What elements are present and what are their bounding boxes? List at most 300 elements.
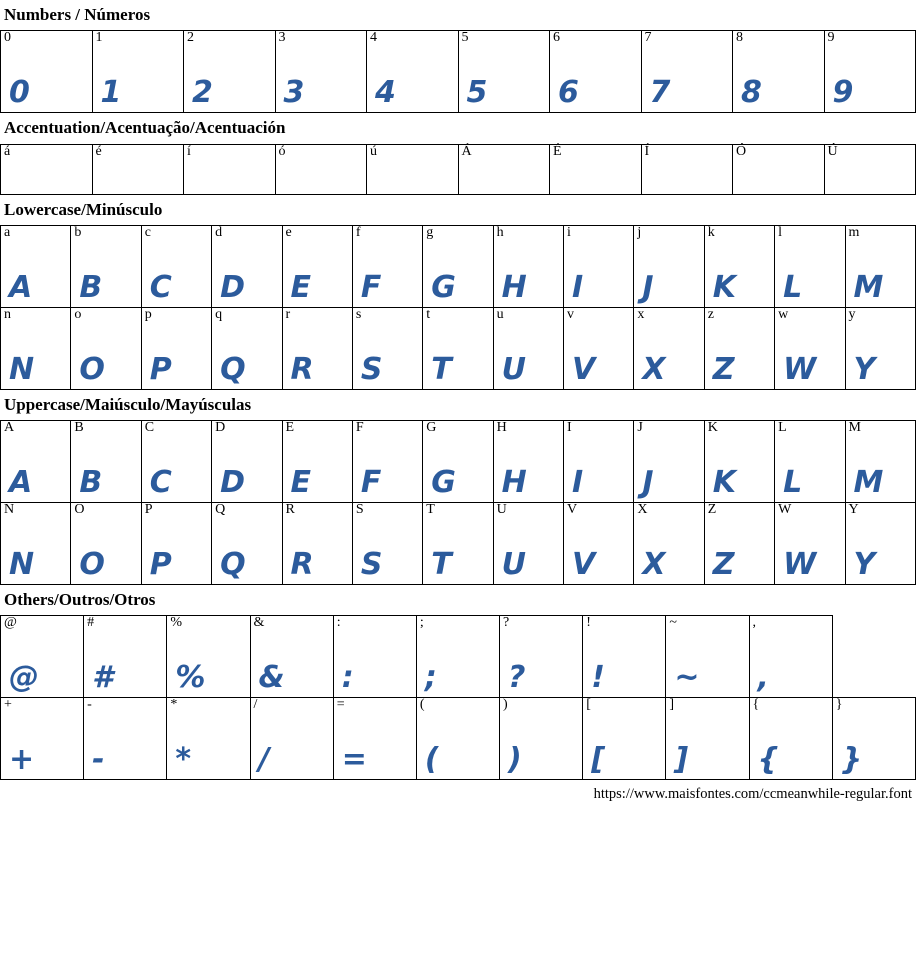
glyph-cell-inner	[251, 698, 333, 779]
glyph-table-numbers	[0, 30, 916, 113]
glyph-label: ;	[419, 615, 424, 631]
glyph-cell[interactable]	[333, 616, 416, 698]
glyph-cell[interactable]	[634, 421, 704, 503]
glyph-cell[interactable]	[250, 616, 333, 698]
glyph-label: e	[285, 224, 292, 240]
glyph-cell[interactable]	[832, 698, 915, 780]
glyph-label: &	[253, 615, 265, 631]
glyph-cell[interactable]	[141, 503, 211, 585]
glyph-cell-inner	[283, 226, 352, 307]
glyph-label: F	[355, 420, 364, 435]
glyph-label: v	[567, 306, 574, 322]
glyph-cell[interactable]	[641, 144, 733, 194]
glyph-row	[1, 31, 916, 113]
glyph-cell-inner	[846, 503, 916, 584]
glyph-cell[interactable]	[141, 307, 211, 389]
glyph-row	[1, 421, 916, 503]
glyph-cell-inner	[276, 145, 367, 194]
glyph-label: B	[74, 420, 84, 435]
glyph-cell-inner	[634, 503, 703, 584]
glyph-cell-inner	[71, 308, 140, 389]
glyph-label: u	[496, 306, 504, 322]
glyph-cell[interactable]	[824, 31, 916, 113]
glyph-sample: R	[290, 351, 314, 387]
glyph-label: 3	[278, 30, 286, 46]
glyph-cell[interactable]	[1, 616, 84, 698]
glyph-sample: [	[591, 742, 605, 778]
glyph-label: g	[426, 224, 434, 240]
glyph-cell-inner	[564, 421, 633, 502]
glyph-cell-inner	[71, 421, 140, 502]
glyph-label: q	[215, 306, 223, 322]
glyph-cell-inner	[634, 226, 703, 307]
glyph-cell-inner	[564, 226, 633, 307]
glyph-cell[interactable]	[416, 616, 499, 698]
glyph-cell[interactable]	[704, 503, 774, 585]
glyph-cell[interactable]	[704, 421, 774, 503]
glyph-cell-inner	[417, 616, 499, 697]
glyph-cell[interactable]	[564, 307, 634, 389]
glyph-cell[interactable]	[367, 31, 459, 113]
glyph-cell-inner	[564, 503, 633, 584]
glyph-label: U	[496, 502, 507, 517]
glyph-sample: V	[572, 547, 596, 582]
glyph-table-accentuation	[0, 144, 916, 195]
glyph-cell-inner	[642, 145, 733, 194]
glyph-sample: C	[149, 465, 172, 500]
glyph-label: T	[426, 502, 435, 517]
glyph-cell-inner	[775, 421, 844, 502]
glyph-cell[interactable]	[775, 307, 845, 389]
glyph-cell[interactable]	[423, 307, 493, 389]
glyph-label: L	[778, 420, 787, 435]
glyph-sample: *	[175, 742, 192, 778]
glyph-cell[interactable]	[733, 144, 825, 194]
glyph-cell[interactable]	[92, 144, 184, 194]
glyph-label: b	[74, 224, 82, 240]
glyph-label: x	[637, 306, 645, 322]
glyph-cell-inner	[825, 31, 916, 112]
glyph-cell[interactable]	[493, 225, 563, 307]
glyph-label: 6	[553, 30, 560, 46]
glyph-cell[interactable]	[416, 698, 499, 780]
glyph-cell[interactable]	[1, 307, 71, 389]
glyph-sample: X	[642, 547, 666, 582]
glyph-row	[1, 698, 916, 780]
glyph-cell-inner	[353, 226, 422, 307]
glyph-label: G	[426, 420, 437, 435]
glyph-cell[interactable]	[141, 225, 211, 307]
glyph-cell-inner	[564, 308, 633, 389]
glyph-sample: I	[572, 465, 584, 500]
glyph-sample: P	[149, 351, 172, 387]
glyph-cell-inner	[417, 698, 499, 779]
glyph-label: o	[74, 306, 82, 322]
glyph-cell[interactable]	[493, 307, 563, 389]
glyph-cell[interactable]	[282, 503, 352, 585]
glyph-sample: )	[508, 742, 522, 778]
glyph-cell[interactable]	[704, 225, 774, 307]
glyph-label: f	[355, 224, 361, 240]
glyph-cell-inner	[142, 421, 211, 502]
glyph-cell[interactable]	[634, 307, 704, 389]
glyph-label: 5	[461, 30, 469, 46]
glyph-cell-inner	[775, 503, 844, 584]
glyph-label: #	[87, 615, 95, 631]
glyph-sample: &	[258, 660, 285, 696]
glyph-cell-inner	[1, 226, 70, 307]
glyph-label: l	[778, 224, 783, 240]
glyph-cell[interactable]	[641, 31, 733, 113]
glyph-cell-inner	[353, 503, 422, 584]
glyph-cell[interactable]	[212, 503, 282, 585]
glyph-sample: K	[712, 465, 736, 500]
glyph-cell[interactable]	[282, 421, 352, 503]
glyph-cell-inner	[367, 145, 458, 194]
glyph-cell[interactable]	[634, 225, 704, 307]
glyph-label: P	[144, 502, 153, 517]
glyph-sample: ;	[424, 660, 437, 696]
glyph-cell[interactable]	[704, 307, 774, 389]
glyph-cell-inner	[334, 698, 416, 779]
glyph-label: ]	[669, 697, 675, 713]
glyph-label: V	[567, 502, 578, 517]
glyph-label: 8	[736, 30, 743, 46]
glyph-label: É	[553, 143, 562, 159]
glyph-cell[interactable]	[500, 616, 583, 698]
glyph-cell[interactable]	[564, 503, 634, 585]
footer-url[interactable]: https://www.maisfontes.com/ccmeanwhile-regular.font	[593, 786, 912, 803]
glyph-cell[interactable]	[666, 698, 749, 780]
glyph-sample: E	[290, 465, 311, 500]
glyph-cell[interactable]	[71, 225, 141, 307]
glyph-label: 0	[4, 30, 11, 46]
glyph-label: i	[567, 224, 571, 240]
glyph-label: y	[848, 306, 856, 322]
glyph-sample: C	[149, 269, 172, 305]
glyph-sample: W	[783, 547, 817, 582]
glyph-cell[interactable]	[71, 503, 141, 585]
glyph-cell[interactable]	[583, 698, 666, 780]
glyph-cell-inner	[666, 616, 748, 697]
glyph-cell-inner	[367, 31, 458, 112]
glyph-cell-inner	[634, 421, 703, 502]
glyph-sample: #	[92, 660, 114, 696]
glyph-cell[interactable]	[84, 616, 167, 698]
glyph-cell-inner	[833, 698, 915, 779]
glyph-cell-inner	[1, 421, 70, 502]
glyph-cell[interactable]	[1, 421, 71, 503]
glyph-sample: ~	[674, 660, 700, 696]
glyph-cell[interactable]	[458, 31, 550, 113]
glyph-table-others	[0, 615, 916, 780]
glyph-label: Í	[644, 143, 650, 159]
glyph-cell[interactable]	[493, 503, 563, 585]
glyph-label: -	[87, 697, 92, 713]
glyph-cell-inner	[750, 698, 832, 779]
glyph-label: %	[170, 615, 183, 631]
glyph-sample: G	[431, 465, 456, 500]
glyph-label: a	[4, 224, 11, 240]
glyph-label: ú	[370, 143, 377, 159]
glyph-row	[1, 225, 916, 307]
glyph-label: z	[707, 306, 714, 322]
glyph-cell-inner	[550, 31, 641, 112]
glyph-cell[interactable]	[352, 225, 422, 307]
glyph-label: }	[835, 697, 843, 713]
glyph-cell-inner	[142, 503, 211, 584]
glyph-cell-inner	[283, 308, 352, 389]
glyph-label: Q	[215, 502, 226, 517]
glyph-sample: T	[431, 547, 452, 582]
glyph-sample: R	[290, 547, 314, 582]
glyph-cell[interactable]	[250, 698, 333, 780]
glyph-cell-inner	[846, 421, 916, 502]
glyph-cell[interactable]	[775, 421, 845, 503]
glyph-cell[interactable]	[367, 144, 459, 194]
glyph-cell-inner	[84, 616, 166, 697]
glyph-cell[interactable]	[423, 503, 493, 585]
glyph-label: k	[707, 224, 715, 240]
glyph-cell-inner	[423, 421, 492, 502]
glyph-cell-inner	[276, 31, 367, 112]
glyph-table-uppercase	[0, 420, 916, 585]
glyph-cell[interactable]	[1, 144, 93, 194]
glyph-cell[interactable]	[212, 225, 282, 307]
glyph-sample: T	[431, 351, 452, 387]
glyph-cell[interactable]	[458, 144, 550, 194]
glyph-label: *	[170, 697, 178, 713]
glyph-row	[1, 616, 916, 698]
glyph-cell-inner	[750, 616, 832, 697]
glyph-cell[interactable]	[167, 698, 250, 780]
glyph-sample: A	[9, 465, 33, 500]
glyph-sample: /	[258, 742, 270, 778]
glyph-cell[interactable]	[550, 144, 642, 194]
glyph-label: @	[4, 615, 17, 631]
glyph-cell[interactable]	[423, 421, 493, 503]
glyph-cell[interactable]	[71, 421, 141, 503]
glyph-sample: H	[501, 465, 527, 500]
section-title-numbers: Numbers / Números	[4, 5, 151, 24]
glyph-cell[interactable]	[282, 307, 352, 389]
glyph-cell[interactable]	[352, 307, 422, 389]
glyph-sample: }	[840, 742, 863, 778]
glyph-cell-inner	[212, 421, 281, 502]
glyph-label: {	[752, 697, 760, 713]
glyph-row	[1, 503, 916, 585]
glyph-cell[interactable]	[212, 307, 282, 389]
glyph-cell-inner	[1, 145, 92, 194]
glyph-cell[interactable]	[564, 225, 634, 307]
glyph-sample: B	[79, 465, 103, 500]
section-title-uppercase: Uppercase/Maiúsculo/Mayúsculas	[4, 394, 252, 414]
glyph-cell-inner	[1, 31, 92, 112]
glyph-sample: 3	[283, 75, 305, 111]
glyph-sample: B	[79, 269, 103, 305]
glyph-cell-inner	[1, 616, 83, 697]
glyph-cell[interactable]	[141, 421, 211, 503]
glyph-sample: =	[341, 742, 367, 778]
glyph-cell-inner	[353, 421, 422, 502]
glyph-label: 9	[827, 30, 835, 46]
glyph-cell[interactable]	[749, 698, 832, 780]
glyph-label: S	[355, 502, 364, 517]
glyph-cell[interactable]	[184, 31, 276, 113]
glyph-label: ~	[669, 615, 677, 631]
glyph-sample: D	[220, 465, 246, 500]
glyph-cell-inner	[142, 308, 211, 389]
glyph-cell[interactable]	[212, 421, 282, 503]
glyph-label: é	[95, 143, 102, 159]
glyph-sample: 7	[649, 75, 671, 111]
glyph-cell[interactable]	[92, 31, 184, 113]
glyph-sample: 1	[100, 75, 122, 111]
glyph-cell[interactable]	[634, 503, 704, 585]
glyph-cell[interactable]	[500, 698, 583, 780]
glyph-cell[interactable]	[275, 31, 367, 113]
glyph-cell-inner	[212, 503, 281, 584]
glyph-cell[interactable]	[564, 421, 634, 503]
glyph-label: 7	[644, 30, 652, 46]
glyph-cell-inner	[459, 31, 550, 112]
glyph-cell[interactable]	[845, 421, 916, 503]
glyph-sample: M	[853, 465, 884, 500]
glyph-cell[interactable]	[845, 225, 916, 307]
glyph-label: C	[144, 420, 155, 435]
glyph-label: ,	[752, 615, 757, 631]
glyph-cell[interactable]	[71, 307, 141, 389]
glyph-cell[interactable]	[749, 616, 832, 698]
glyph-cell[interactable]	[1, 698, 84, 780]
glyph-cell-inner	[1, 308, 70, 389]
glyph-cell-inner	[846, 226, 916, 307]
glyph-cell-inner	[212, 308, 281, 389]
glyph-cell-inner	[459, 145, 550, 194]
glyph-cell[interactable]	[824, 144, 916, 194]
glyph-cell-inner	[423, 226, 492, 307]
glyph-sample: M	[853, 269, 884, 305]
glyph-cell[interactable]	[352, 421, 422, 503]
glyph-cell-inner	[423, 308, 492, 389]
glyph-cell-inner	[93, 31, 184, 112]
glyph-sample: ?	[508, 660, 526, 696]
glyph-label: D	[215, 420, 226, 435]
glyph-cell[interactable]	[1, 225, 71, 307]
glyph-cell[interactable]	[423, 225, 493, 307]
glyph-cell-inner	[1, 503, 70, 584]
glyph-label: K	[707, 420, 718, 435]
glyph-cell[interactable]	[845, 307, 916, 389]
glyph-cell[interactable]	[333, 698, 416, 780]
glyph-cell-inner	[334, 616, 416, 697]
glyph-cell-inner	[500, 698, 582, 779]
glyph-cell-inner	[167, 698, 249, 779]
glyph-cell[interactable]	[733, 31, 825, 113]
glyph-label: Ó	[736, 143, 747, 159]
glyph-cell-inner	[494, 226, 563, 307]
glyph-label: 1	[95, 30, 103, 46]
glyph-cell[interactable]	[282, 225, 352, 307]
glyph-cell-inner	[1, 698, 83, 779]
glyph-cell[interactable]	[775, 225, 845, 307]
glyph-sample: Q	[220, 351, 246, 387]
glyph-sample: E	[290, 269, 311, 305]
glyph-cell[interactable]	[352, 503, 422, 585]
glyph-label: Ú	[827, 143, 838, 159]
glyph-sample: !	[591, 660, 605, 696]
glyph-sample: I	[572, 269, 584, 305]
glyph-cell[interactable]	[550, 31, 642, 113]
glyph-sample: +	[9, 742, 35, 778]
glyph-cell-inner	[846, 308, 916, 389]
glyph-cell[interactable]	[1, 503, 71, 585]
glyph-sample: 9	[832, 75, 854, 111]
glyph-cell[interactable]	[583, 616, 666, 698]
glyph-cell-inner	[583, 616, 665, 697]
glyph-label: ó	[278, 143, 286, 159]
glyph-sample: F	[360, 465, 382, 500]
glyph-cell-empty	[832, 616, 915, 698]
glyph-cell-inner	[84, 698, 166, 779]
glyph-sample: S	[360, 547, 383, 582]
glyph-label: Z	[707, 502, 717, 517]
glyph-cell[interactable]	[845, 503, 916, 585]
glyph-cell[interactable]	[167, 616, 250, 698]
glyph-label: p	[144, 306, 152, 322]
glyph-sample: N	[9, 351, 35, 387]
glyph-cell-inner	[733, 145, 824, 194]
glyph-cell-inner	[423, 503, 492, 584]
glyph-label: W	[778, 502, 792, 517]
glyph-cell[interactable]	[1, 31, 93, 113]
glyph-sample: 8	[741, 75, 762, 111]
glyph-label: w	[778, 306, 789, 322]
glyph-sample: Y	[853, 351, 876, 387]
glyph-label: 4	[370, 30, 377, 46]
glyph-cell-inner	[705, 308, 774, 389]
glyph-cell[interactable]	[493, 421, 563, 503]
glyph-label: )	[503, 697, 508, 713]
glyph-sample: D	[220, 269, 246, 305]
glyph-sample: ,	[757, 660, 769, 696]
glyph-label: (	[419, 697, 425, 713]
glyph-cell-inner	[642, 31, 733, 112]
glyph-cell-inner	[775, 308, 844, 389]
glyph-cell-inner	[583, 698, 665, 779]
glyph-cell[interactable]	[275, 144, 367, 194]
glyph-cell[interactable]	[666, 616, 749, 698]
glyph-label: =	[336, 697, 345, 713]
glyph-sample: K	[712, 269, 736, 305]
glyph-cell-inner	[167, 616, 249, 697]
glyph-cell-inner	[705, 503, 774, 584]
glyph-sample: Z	[712, 351, 735, 387]
glyph-cell-inner	[353, 308, 422, 389]
glyph-cell[interactable]	[775, 503, 845, 585]
glyph-label: ?	[503, 615, 510, 631]
glyph-cell-inner	[705, 421, 774, 502]
glyph-sample: N	[9, 547, 35, 582]
glyph-label: s	[355, 306, 362, 322]
glyph-sample: L	[783, 269, 803, 305]
glyph-row	[1, 307, 916, 389]
section-title-accentuation: Accentuation/Acentuação/Acentuación	[4, 118, 286, 138]
glyph-label: I	[567, 420, 572, 435]
glyph-cell[interactable]	[84, 698, 167, 780]
glyph-cell[interactable]	[184, 144, 276, 194]
glyph-label: h	[496, 224, 504, 240]
